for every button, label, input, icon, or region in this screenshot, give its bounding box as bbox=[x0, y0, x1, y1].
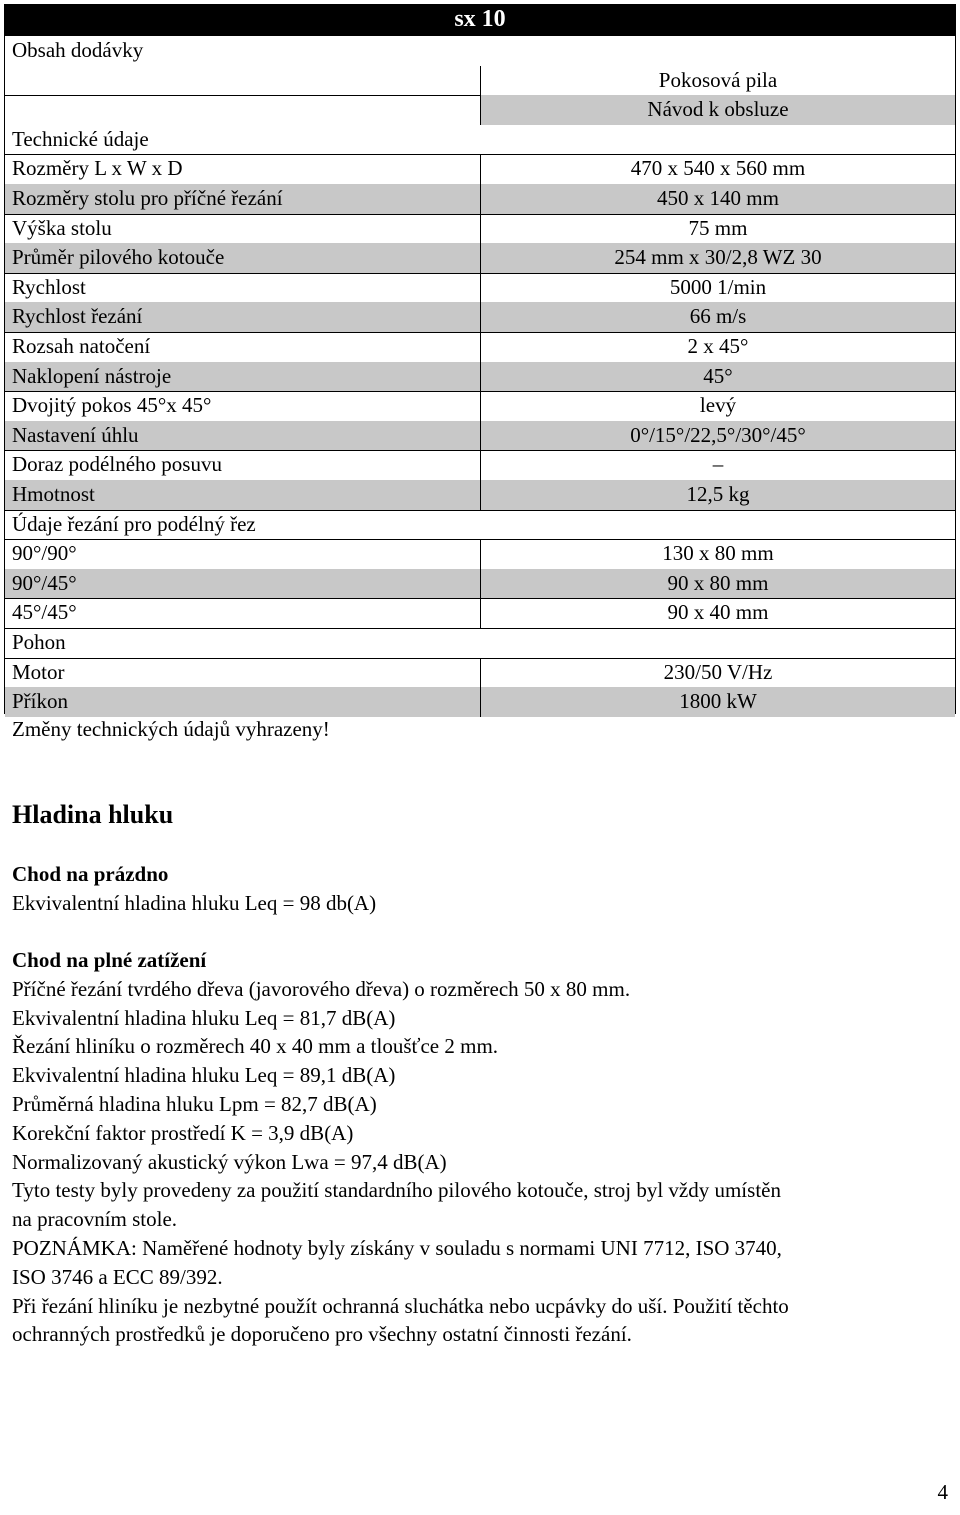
spec-row bbox=[5, 332, 955, 363]
spec-value: 450 x 140 mm bbox=[480, 184, 955, 214]
spec-label: Dvojitý pokos 45°x 45° bbox=[12, 393, 212, 418]
spec-row bbox=[5, 214, 955, 245]
noise-line: Korekční faktor prostředí K = 3,9 dB(A) bbox=[12, 1120, 354, 1145]
spec-label: Průměr pilového kotouče bbox=[12, 245, 225, 270]
spec-label: Rozměry L x W x D bbox=[12, 156, 183, 181]
noise-line: ISO 3746 a ECC 89/392. bbox=[12, 1264, 223, 1289]
spec-label: Nastavení úhlu bbox=[12, 422, 139, 447]
spec-label: Doraz podélného posuvu bbox=[12, 452, 222, 477]
spec-row bbox=[5, 628, 955, 659]
noise-line: Normalizovaný akustický výkon Lwa = 97,4 dB(A) bbox=[12, 1149, 447, 1174]
spec-label: Obsah dodávky bbox=[12, 38, 144, 62]
spec-row bbox=[5, 658, 955, 689]
spec-value: 130 x 80 mm bbox=[480, 539, 955, 569]
spec-label: Údaje řezání pro podélný řez bbox=[12, 511, 256, 536]
noise-title: Hladina hluku bbox=[12, 800, 174, 829]
spec-row bbox=[5, 273, 955, 304]
spec-row bbox=[5, 687, 955, 717]
spec-row bbox=[5, 154, 955, 185]
spec-label: Příkon bbox=[12, 689, 69, 714]
spec-label: Motor bbox=[12, 659, 65, 684]
spec-row bbox=[5, 362, 955, 393]
load-heading: Chod na plné zatížení bbox=[12, 948, 207, 972]
spec-row bbox=[5, 125, 955, 156]
noise-line: na pracovním stole. bbox=[12, 1207, 178, 1232]
spec-row bbox=[5, 36, 955, 66]
spec-row bbox=[5, 243, 955, 274]
noise-line: Při řezání hliníku je nezbytné použít ochranná sluchátka nebo ucpávky do uší. Použití těchto bbox=[12, 1293, 789, 1318]
spec-value: 75 mm bbox=[480, 214, 955, 244]
spec-label: Hmotnost bbox=[12, 482, 95, 506]
spec-label: Naklopení nástroje bbox=[12, 363, 172, 388]
spec-note: Změny technických údajů vyhrazeny! bbox=[12, 717, 330, 741]
spec-row bbox=[5, 539, 955, 570]
noise-line: POZNÁMKA: Naměřené hodnoty byly získány v souladu s normami UNI 7712, ISO 3740, bbox=[12, 1235, 782, 1260]
noise-idle-section bbox=[12, 860, 948, 918]
spec-label: 45°/45° bbox=[12, 600, 77, 625]
spec-label: Pohon bbox=[12, 630, 66, 654]
noise-load-section bbox=[12, 946, 948, 1349]
spec-table bbox=[4, 35, 956, 714]
spec-value: 45° bbox=[480, 362, 955, 392]
spec-value: 230/50 V/Hz bbox=[480, 658, 955, 688]
noise-line: Řezání hliníku o rozměrech 40 x 40 mm a tloušťce 2 mm. bbox=[12, 1034, 499, 1059]
noise-line: Ekvivalentní hladina hluku Leq = 81,7 dB(A) bbox=[12, 1005, 396, 1030]
spec-row bbox=[5, 302, 955, 333]
spec-value: 90 x 80 mm bbox=[480, 569, 955, 599]
spec-value: Pokosová pila bbox=[480, 66, 955, 96]
page-number: 4 bbox=[937, 1480, 948, 1504]
noise-line: Příčné řezání tvrdého dřeva (javorového dřeva) o rozměrech 50 x 80 mm. bbox=[12, 976, 631, 1001]
model-title: sx 10 bbox=[4, 4, 956, 35]
spec-row bbox=[5, 391, 955, 422]
spec-label: Výška stolu bbox=[12, 215, 112, 240]
spec-label: Rozměry stolu pro příčné řezání bbox=[12, 186, 283, 210]
spec-value: 470 x 540 x 560 mm bbox=[480, 154, 955, 184]
spec-row bbox=[5, 569, 955, 600]
spec-value: 254 mm x 30/2,8 WZ 30 bbox=[480, 243, 955, 273]
spec-value: levý bbox=[480, 391, 955, 421]
spec-label: 90°/90° bbox=[12, 541, 77, 566]
spec-row bbox=[5, 95, 955, 125]
noise-line: Ekvivalentní hladina hluku Leq = 89,1 dB(A) bbox=[12, 1063, 396, 1088]
spec-row bbox=[5, 510, 955, 541]
spec-row bbox=[5, 184, 955, 215]
spec-value: 66 m/s bbox=[480, 302, 955, 332]
spec-label: Rychlost řezání bbox=[12, 304, 143, 329]
spec-row bbox=[5, 421, 955, 452]
spec-label: Rychlost bbox=[12, 274, 86, 299]
idle-line: Ekvivalentní hladina hluku Leq = 98 db(A) bbox=[12, 890, 377, 915]
spec-label: Rozsah natočení bbox=[12, 334, 151, 358]
spec-row bbox=[5, 450, 955, 481]
spec-value: 90 x 40 mm bbox=[480, 598, 955, 628]
spec-value: – bbox=[480, 450, 955, 480]
spec-label: Technické údaje bbox=[12, 126, 149, 151]
noise-line: Tyto testy byly provedeny za použití standardního pilového kotouče, stroj byl vždy umístěn bbox=[12, 1178, 781, 1203]
spec-row bbox=[5, 66, 955, 97]
spec-row bbox=[5, 480, 955, 511]
noise-line: Průměrná hladina hluku Lpm = 82,7 dB(A) bbox=[12, 1091, 377, 1116]
spec-value: 2 x 45° bbox=[480, 332, 955, 362]
spec-value: 0°/15°/22,5°/30°/45° bbox=[480, 421, 955, 451]
spec-value: 1800 kW bbox=[480, 687, 955, 717]
idle-heading: Chod na prázdno bbox=[12, 862, 169, 886]
spec-value: Návod k obsluze bbox=[480, 95, 955, 125]
noise-line: ochranných prostředků je doporučeno pro všechny ostatní činnosti řezání. bbox=[12, 1322, 632, 1347]
spec-value: 5000 1/min bbox=[480, 273, 955, 303]
spec-label: 90°/45° bbox=[12, 570, 77, 595]
spec-value: 12,5 kg bbox=[480, 480, 955, 510]
spec-row bbox=[5, 598, 955, 629]
